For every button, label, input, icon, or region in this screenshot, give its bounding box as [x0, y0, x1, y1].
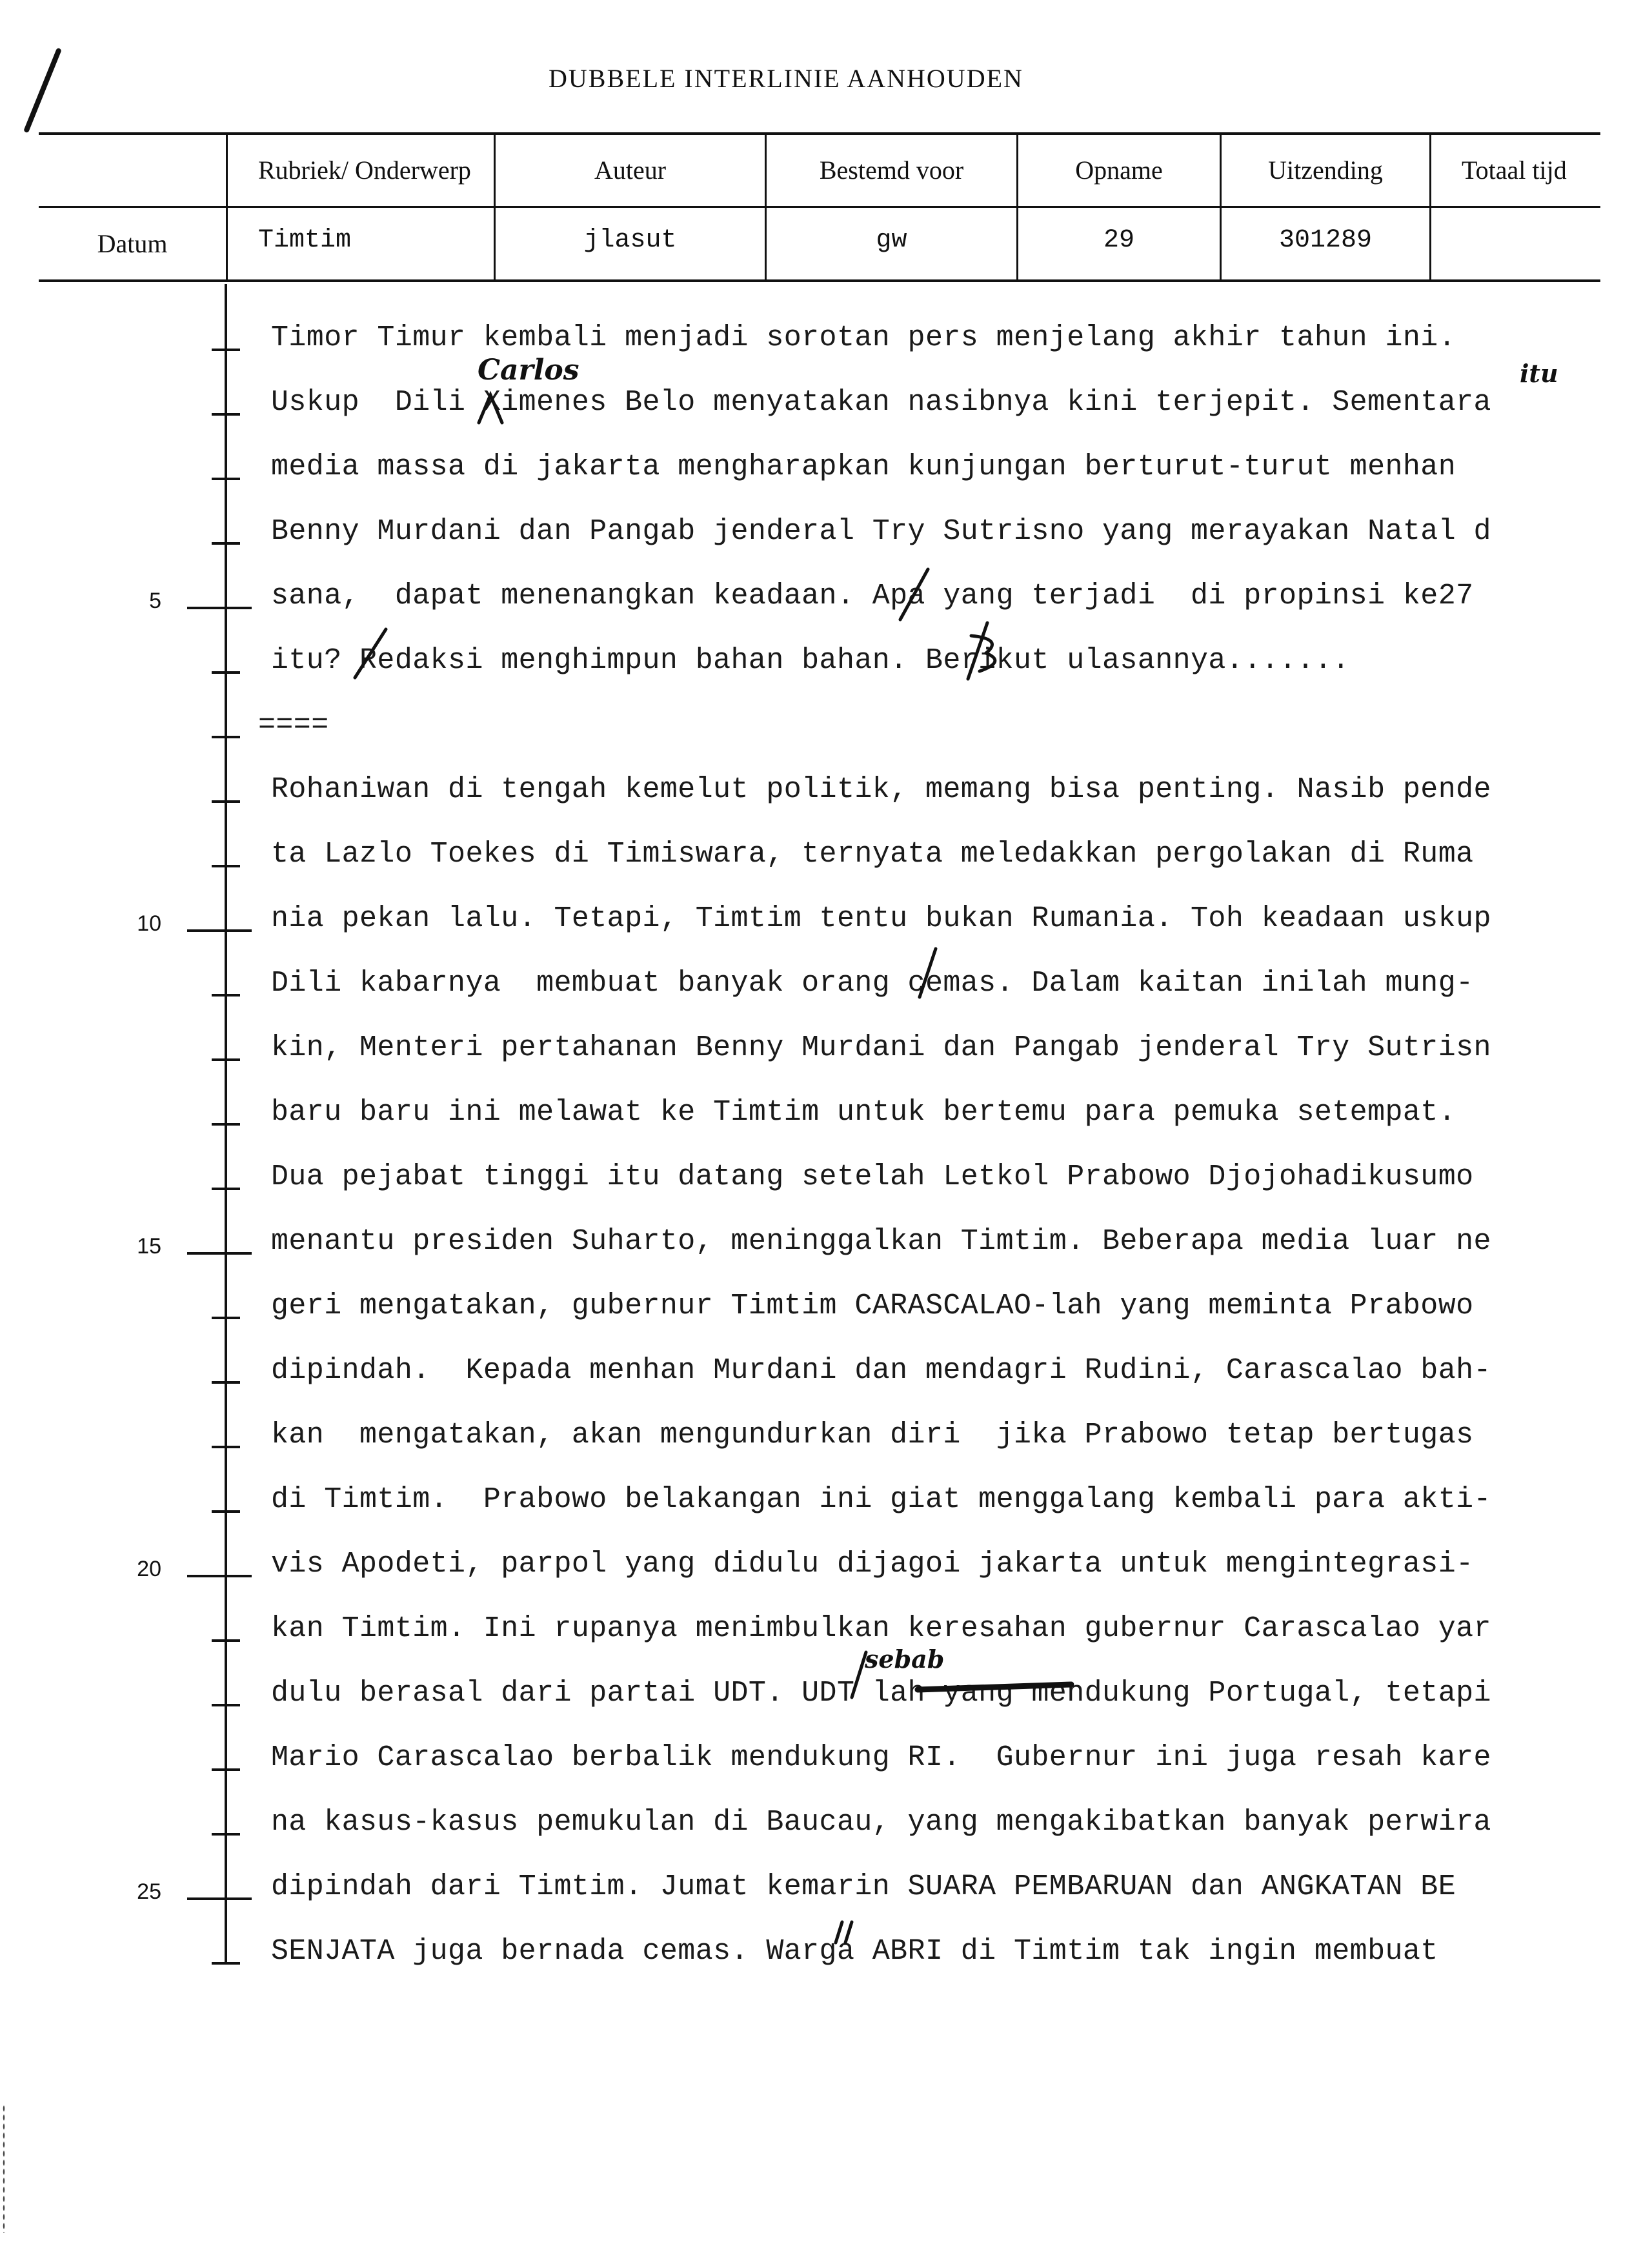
line-number-25: 25 [137, 1879, 161, 1904]
text-line: SENJATA juga bernada cemas. Warga ABRI di Timtim tak ingin membuat [271, 1935, 1438, 1968]
ruler-tick [212, 1058, 240, 1061]
ruler-tick [187, 929, 252, 932]
ruler-tick [212, 1833, 240, 1836]
ruler-tick [212, 1446, 240, 1448]
row-label-datum: Datum [97, 228, 168, 258]
text-line: nia pekan lalu. Tetapi, Timtim tentu bukan Rumania. Toh keadaan uskup [271, 902, 1491, 935]
handwritten-carlos: Carlos [478, 354, 579, 387]
text-line: Mario Carascalao berbalik mendukung RI. Gubernur ini juga resah kare [271, 1741, 1491, 1774]
handwritten-itu: itu [1520, 359, 1558, 388]
text-line: di Timtim. Prabowo belakangan ini giat menggalang kembali para akti- [271, 1483, 1491, 1516]
value-auteur: jlasut [583, 225, 677, 255]
text-line: dipindah dari Timtim. Jumat kemarin SUARA PEMBARUAN dan ANGKATAN BE [271, 1870, 1456, 1903]
text-line: Dua pejabat tinggi itu datang setelah Letkol Prabowo Djojohadikusumo [271, 1160, 1474, 1193]
header-totaal-tijd: Totaal tijd [1462, 156, 1567, 185]
text-line: Dili kabarnya membuat banyak orang cemas. Dalam kaitan inilah mung- [271, 967, 1474, 1000]
ruler-tick [187, 1897, 252, 1900]
text-line: baru baru ini melawat ke Timtim untuk bertemu para pemuka setempat. [271, 1096, 1456, 1129]
ruler-tick [212, 736, 240, 738]
ruler-tick [212, 800, 240, 803]
header-rubriek: Rubriek/ Onderwerp [258, 156, 471, 185]
text-line: Uskup Dili Ximenes Belo menyatakan nasibnya kini terjepit. Sementara [271, 386, 1491, 419]
line-number-20: 20 [137, 1557, 161, 1581]
ruler-tick [187, 1575, 252, 1577]
column-divider [226, 132, 228, 281]
line-number-5: 5 [149, 589, 161, 613]
ruler-tick [212, 1510, 240, 1513]
text-line: dulu berasal dari partai UDT. UDT lah yang mendukung Portugal, tetapi [271, 1677, 1491, 1710]
ruler-tick [187, 607, 252, 609]
ruler-tick [212, 1962, 240, 1965]
corner-pen-mark [23, 48, 62, 134]
header-bestemd-voor: Bestemd voor [819, 156, 964, 185]
ruler-tick [212, 1639, 240, 1642]
table-bottom-rule [39, 279, 1600, 282]
header-auteur: Auteur [594, 156, 667, 185]
text-line: kin, Menteri pertahanan Benny Murdani dan Pangab jenderal Try Sutrisn [271, 1031, 1491, 1064]
text-line: Timor Timur kembali menjadi sorotan pers menjelang akhir tahun ini. [271, 321, 1456, 354]
scan-edge-dots [3, 2104, 5, 2233]
header-opname: Opname [1075, 156, 1163, 185]
line-number-10: 10 [137, 911, 161, 936]
text-line: Rohaniwan di tengah kemelut politik, memang bisa penting. Nasib pende [271, 773, 1491, 806]
header-table [39, 132, 1600, 281]
line-number-15: 15 [137, 1234, 161, 1259]
value-rubriek: Timtim [258, 225, 352, 255]
ruler-tick [212, 1317, 240, 1319]
text-line: menantu presiden Suharto, meninggalkan Timtim. Beberapa media luar ne [271, 1225, 1491, 1258]
ruler-tick [212, 1704, 240, 1706]
text-line: media massa di jakarta mengharapkan kunjungan berturut-turut menhan [271, 450, 1456, 483]
ruler-tick [212, 349, 240, 351]
ruler-tick [212, 865, 240, 867]
value-bestemd-voor: gw [876, 225, 907, 255]
document-heading: DUBBELE INTERLINIE AANHOUDEN [549, 64, 1023, 93]
text-line: kan Timtim. Ini rupanya menimbulkan keresahan gubernur Carascalao yar [271, 1612, 1491, 1645]
value-opname: 29 [1103, 225, 1134, 255]
ruler-tick [212, 1188, 240, 1190]
text-line: kan mengatakan, akan mengundurkan diri jika Prabowo tetap bertugas [271, 1419, 1474, 1452]
ruler-tick [212, 994, 240, 997]
ruler-tick [212, 1381, 240, 1384]
value-uitzending: 301289 [1278, 225, 1373, 255]
ruler-tick [187, 1252, 252, 1255]
text-line: ta Lazlo Toekes di Timiswara, ternyata meledakkan pergolakan di Ruma [271, 838, 1474, 871]
text-line: itu? Redaksi menghimpun bahan bahan. Berikut ulasannya....... [271, 644, 1350, 677]
text-line: geri mengatakan, gubernur Timtim CARASCALAO-lah yang meminta Prabowo [271, 1290, 1474, 1322]
handwritten-sebab: sebab [865, 1644, 945, 1674]
header-uitzending: Uitzending [1268, 156, 1383, 185]
text-line: vis Apodeti, parpol yang didulu dijagoi jakarta untuk mengintegrasi- [271, 1548, 1474, 1581]
ruler-tick [212, 478, 240, 480]
ruler-tick [212, 671, 240, 674]
ruler-tick [212, 542, 240, 545]
ruler-tick [212, 1768, 240, 1771]
value-totaal-tijd [1431, 208, 1599, 272]
section-separator: ==== [258, 709, 329, 742]
ruler-tick [212, 413, 240, 416]
ruler-tick [212, 1123, 240, 1126]
text-line: na kasus-kasus pemukulan di Baucau, yang mengakibatkan banyak perwira [271, 1806, 1491, 1839]
text-line: Benny Murdani dan Pangab jenderal Try Sutrisno yang merayakan Natal d [271, 515, 1491, 548]
text-line: dipindah. Kepada menhan Murdani dan mendagri Rudini, Carascalao bah- [271, 1354, 1491, 1387]
text-line: sana, dapat menenangkan keadaan. Apa yang terjadi di propinsi ke27 [271, 580, 1474, 612]
